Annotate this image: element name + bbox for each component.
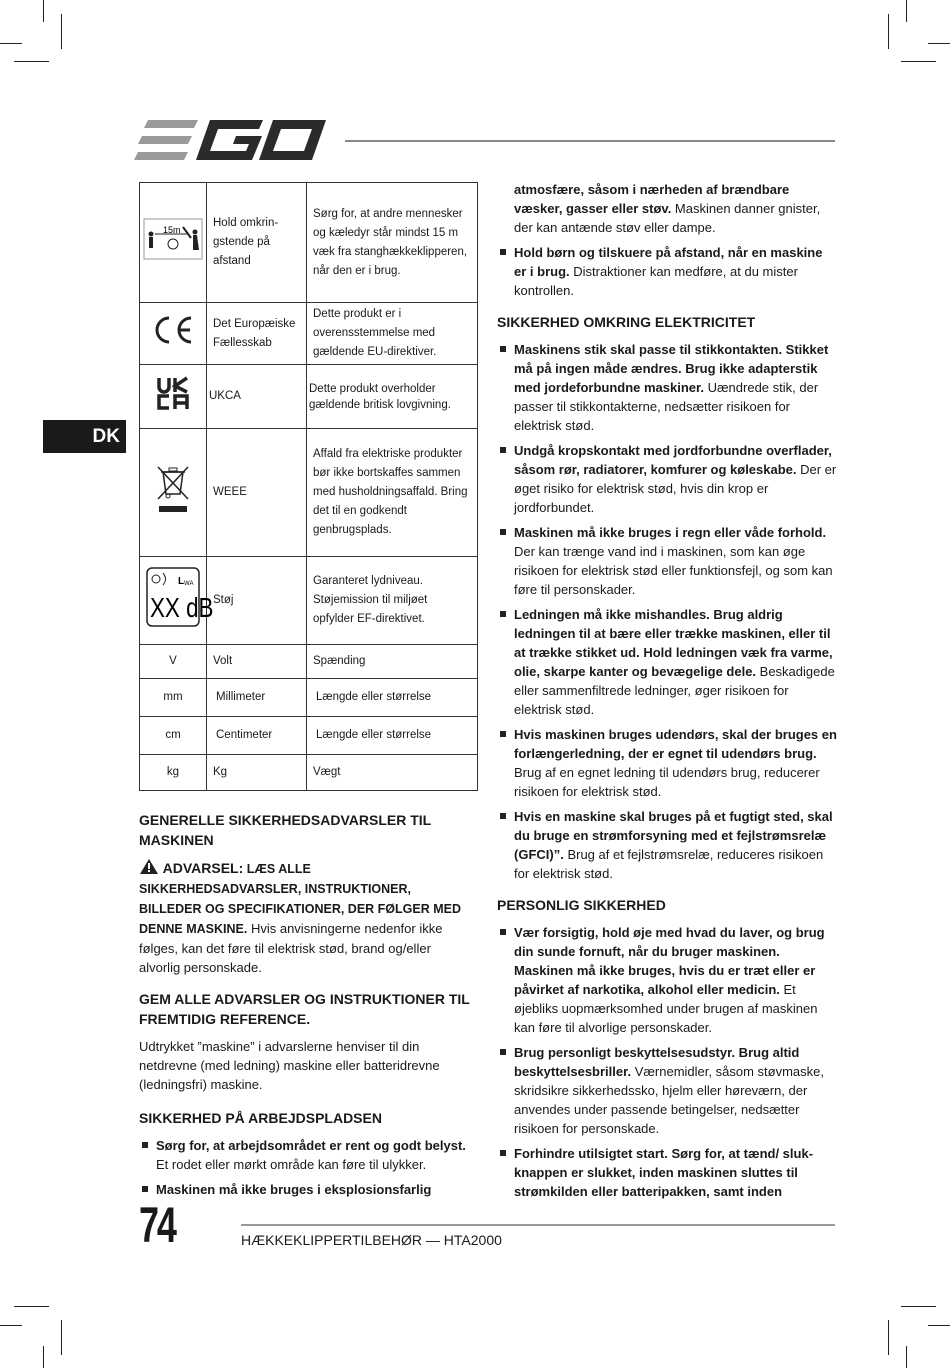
bold-text: Brug personligt beskyttelsesudstyr. Brug altid beskyttelsesbriller. <box>514 1045 800 1079</box>
crop-mark <box>906 1346 907 1368</box>
unit-symbol: cm <box>140 717 207 755</box>
language-tab: DK <box>43 420 126 453</box>
warning-paragraph <box>139 858 475 977</box>
distance-15m-icon <box>140 183 207 303</box>
bold-text: atmosfære, såsom i nærheden af brændbare væsker, gasser eller støv. <box>514 182 790 216</box>
section-heading: GEM ALLE ADVARSLER OG INSTRUKTIONER TIL FREMTIDIG REFERENCE. <box>139 991 470 1027</box>
bold-text: Maskinen må ikke bruges i regn eller våde forhold. <box>514 525 827 540</box>
warning-label: ADVARSEL: <box>162 860 244 876</box>
warning-caps: LÆS ALLE SIKKERHEDSADVARSLER, INSTRUKTIONER, BILLEDER OG SPECIFIKATIONER, DER FØLGER MED DENNE MASKINE. <box>139 862 462 936</box>
body-text: Uændrede stik, der passer til stikkontakterne, nedsætter risikoen for elektrisk stød. <box>514 380 819 433</box>
header-rule <box>345 140 835 142</box>
weee-bin-icon <box>140 429 207 557</box>
list-item <box>139 1180 475 1199</box>
symbol-name: Det Europæiske Fællesskab <box>207 303 307 365</box>
crop-mark <box>928 1325 950 1326</box>
bullet-list <box>497 923 837 1201</box>
table-row <box>140 303 478 365</box>
warning-text: Hvis anvisningerne nedenfor ikke følges, kan det føre til elektrisk stød, brand og/eller alvorlig personskade. <box>139 921 443 975</box>
symbol-name: WEEE <box>207 429 307 557</box>
section-heading: PERSONLIG SIKKERHED <box>497 897 666 913</box>
noise-level-icon <box>140 557 214 645</box>
bullet-list <box>497 340 837 883</box>
crop-mark <box>43 1346 44 1368</box>
crop-mark <box>888 14 889 49</box>
body-text: Et rodet eller mørkt område kan føre til ulykker. <box>156 1157 427 1172</box>
body-text: Beskadigede eller sammenfiltrede ledninger, øger risikoen for elektrisk stød. <box>514 664 835 717</box>
crop-mark <box>906 0 907 22</box>
crop-mark <box>14 61 49 62</box>
unit-symbol: mm <box>140 679 207 717</box>
crop-mark <box>888 1320 889 1355</box>
symbols-table <box>139 182 478 791</box>
body-text: Maskinen danner gnister, der kan antænde støv eller dampe. <box>514 201 821 235</box>
body-text: Distraktioner kan medføre, at du mister kontrollen. <box>514 264 798 298</box>
svg-text:WA: WA <box>184 581 194 587</box>
table-row <box>140 183 478 303</box>
bold-text: Sørg for, at arbejdsområdet er rent og godt belyst. <box>156 1138 466 1153</box>
warning-triangle-icon <box>139 858 159 875</box>
list-item <box>497 725 837 801</box>
list-item <box>497 340 837 435</box>
svg-text:15m: 15m <box>163 225 181 235</box>
crop-mark <box>61 14 62 49</box>
ukca-mark-icon <box>140 365 207 429</box>
table-row <box>140 645 478 679</box>
list-item <box>497 1144 837 1201</box>
bold-text: Vær forsigtig, hold øje med hvad du laver, og brug din sunde fornuft, når du bruger maskinen. Maskinen må ikke bruges, hvis du er træt eller er påvirket af narkotika, alkohol eller medicin. <box>514 925 825 997</box>
bullet-list <box>497 180 837 300</box>
body-text: Brug af et fejlstrømsrelæ, reduceres risikoen for elektrisk stød. <box>514 847 824 881</box>
crop-mark <box>43 0 44 22</box>
bold-text: Maskinen må ikke bruges i eksplosionsfarlig <box>156 1182 432 1197</box>
list-item <box>497 1043 837 1138</box>
section-heading: SIKKERHED OMKRING ELEKTRICITET <box>497 314 756 330</box>
list-item <box>497 923 837 1037</box>
svg-text:XX dB: XX dB <box>150 592 214 624</box>
symbol-description: Længde eller størrelse <box>307 717 478 755</box>
body-text: Der er øget risiko for elektrisk stød, hvis din krop er jordforbundet. <box>514 462 837 515</box>
list-item <box>497 807 837 883</box>
crop-mark <box>901 61 936 62</box>
symbol-name: Millimeter <box>207 679 307 717</box>
list-item <box>497 523 837 599</box>
list-item <box>497 243 837 300</box>
bold-text: Undgå kropskontakt med jordforbundne overflader, såsom rør, radiatorer, komfurer og køleskabe. <box>514 443 832 477</box>
ego-logo <box>138 118 328 162</box>
footer-title: HÆKKEKLIPPERTILBEHØR — HTA2000 <box>241 1232 502 1248</box>
bold-text: Maskinens stik skal passe til stikkontakten. Stikket må på ingen måde ændres. Brug ikke adapterstik med jordeforbundne maskiner. <box>514 342 829 395</box>
symbol-description: Dette produkt er i overensstemmelse med gældende EU-direktiver. <box>307 303 478 365</box>
crop-mark <box>14 1306 49 1307</box>
crop-mark <box>901 1306 936 1307</box>
section-heading: GENERELLE SIKKERHEDSADVARSLER TIL MASKINEN <box>139 812 431 848</box>
right-column <box>497 180 837 1213</box>
ce-mark-icon <box>140 303 207 365</box>
paragraph: Udtrykket ”maskine” i advarslerne henviser til din netdrevne (med ledning) maskine eller batteridrevne (ledningsfri) maskine. <box>139 1039 440 1092</box>
symbol-name: Kg <box>207 755 307 791</box>
symbol-description: Sørg for, at andre mennesker og kæledyr står mindst 15 m væk fra stanghækkeklipperen, når den er i brug. <box>307 183 478 303</box>
symbol-name: Hold omkrin-gstende på afstand <box>207 183 307 303</box>
bold-text: Hvis en maskine skal bruges på et fugtigt sted, skal du bruge en strømforsyning med et fejlstrømsrelæ (GFCI)”. <box>514 809 833 862</box>
table-row <box>140 365 478 429</box>
bullet-list <box>139 1136 475 1199</box>
bold-text: Forhindre utilsigtet start. Sørg for, at tænd/ sluk-knappen er slukket, inden maskinen sluttes til strømkilden eller batteripakken, samt inden <box>514 1146 814 1199</box>
unit-symbol: V <box>140 645 207 679</box>
symbol-name: UKCA <box>207 365 307 429</box>
symbol-name: Støj <box>207 557 307 645</box>
symbol-description: Garanteret lydniveau. Støjemission til miljøet opfylder EF-direktivet. <box>307 557 478 645</box>
symbol-description: Affald fra elektriske produkter bør ikke bortskaffes sammen med husholdningsaffald. Bring det til en godkendt genbrugsplads. <box>307 429 478 557</box>
left-column <box>139 810 475 1211</box>
symbol-name: Volt <box>207 645 307 679</box>
crop-mark <box>0 43 22 44</box>
symbol-description: Vægt <box>307 755 478 791</box>
svg-text:L: L <box>178 576 185 587</box>
bold-text: Hvis maskinen bruges udendørs, skal der bruges en forlængerledning, der er egnet til udendørs brug. <box>514 727 837 761</box>
list-item <box>497 180 837 237</box>
unit-symbol: kg <box>140 755 207 791</box>
symbol-description: Længde eller størrelse <box>307 679 478 717</box>
table-row <box>140 429 478 557</box>
list-item <box>497 441 837 517</box>
body-text: Værnemidler, såsom støvmaske, skridsikre sikkerhedssko, hjelm eller høreværn, der anvendes under passende betingelser, nedsætter risikoen for personskade. <box>514 1064 824 1136</box>
table-row <box>140 679 478 717</box>
section-heading: SIKKERHED PÅ ARBEJDSPLADSEN <box>139 1110 382 1126</box>
body-text: Et øjebliks uopmærksomhed under brugen af maskinen kan føre til alvorlige personskader. <box>514 982 818 1035</box>
crop-mark <box>928 43 950 44</box>
bold-text: Ledningen må ikke mishandles. Brug aldrig ledningen til at bære eller trække maskinen, eller til at trække stikket ud. Hold ledningen væk fra varme, olie, skarpe kanter og bevægelige dele. <box>514 607 833 679</box>
list-item <box>139 1136 475 1174</box>
footer-rule <box>241 1224 835 1226</box>
page-number: 74 <box>139 1197 175 1253</box>
table-row <box>140 557 478 645</box>
table-row <box>140 717 478 755</box>
symbol-name: Centimeter <box>207 717 307 755</box>
list-item <box>497 605 837 719</box>
crop-mark <box>61 1320 62 1355</box>
symbol-description: Spænding <box>307 645 478 679</box>
bold-text: Hold børn og tilskuere på afstand, når en maskine er i brug. <box>514 245 823 279</box>
symbol-description: Dette produkt overholder gældende britisk lovgivning. <box>307 365 478 429</box>
crop-mark <box>0 1325 22 1326</box>
table-row <box>140 755 478 791</box>
body-text: Brug af en egnet ledning til udendørs brug, reducerer risikoen for elektrisk stød. <box>514 765 820 799</box>
body-text: Der kan trænge vand ind i maskinen, som kan øge risikoen for elektrisk stød eller funktionsfejl, og som kan føre til personskader. <box>514 544 833 597</box>
